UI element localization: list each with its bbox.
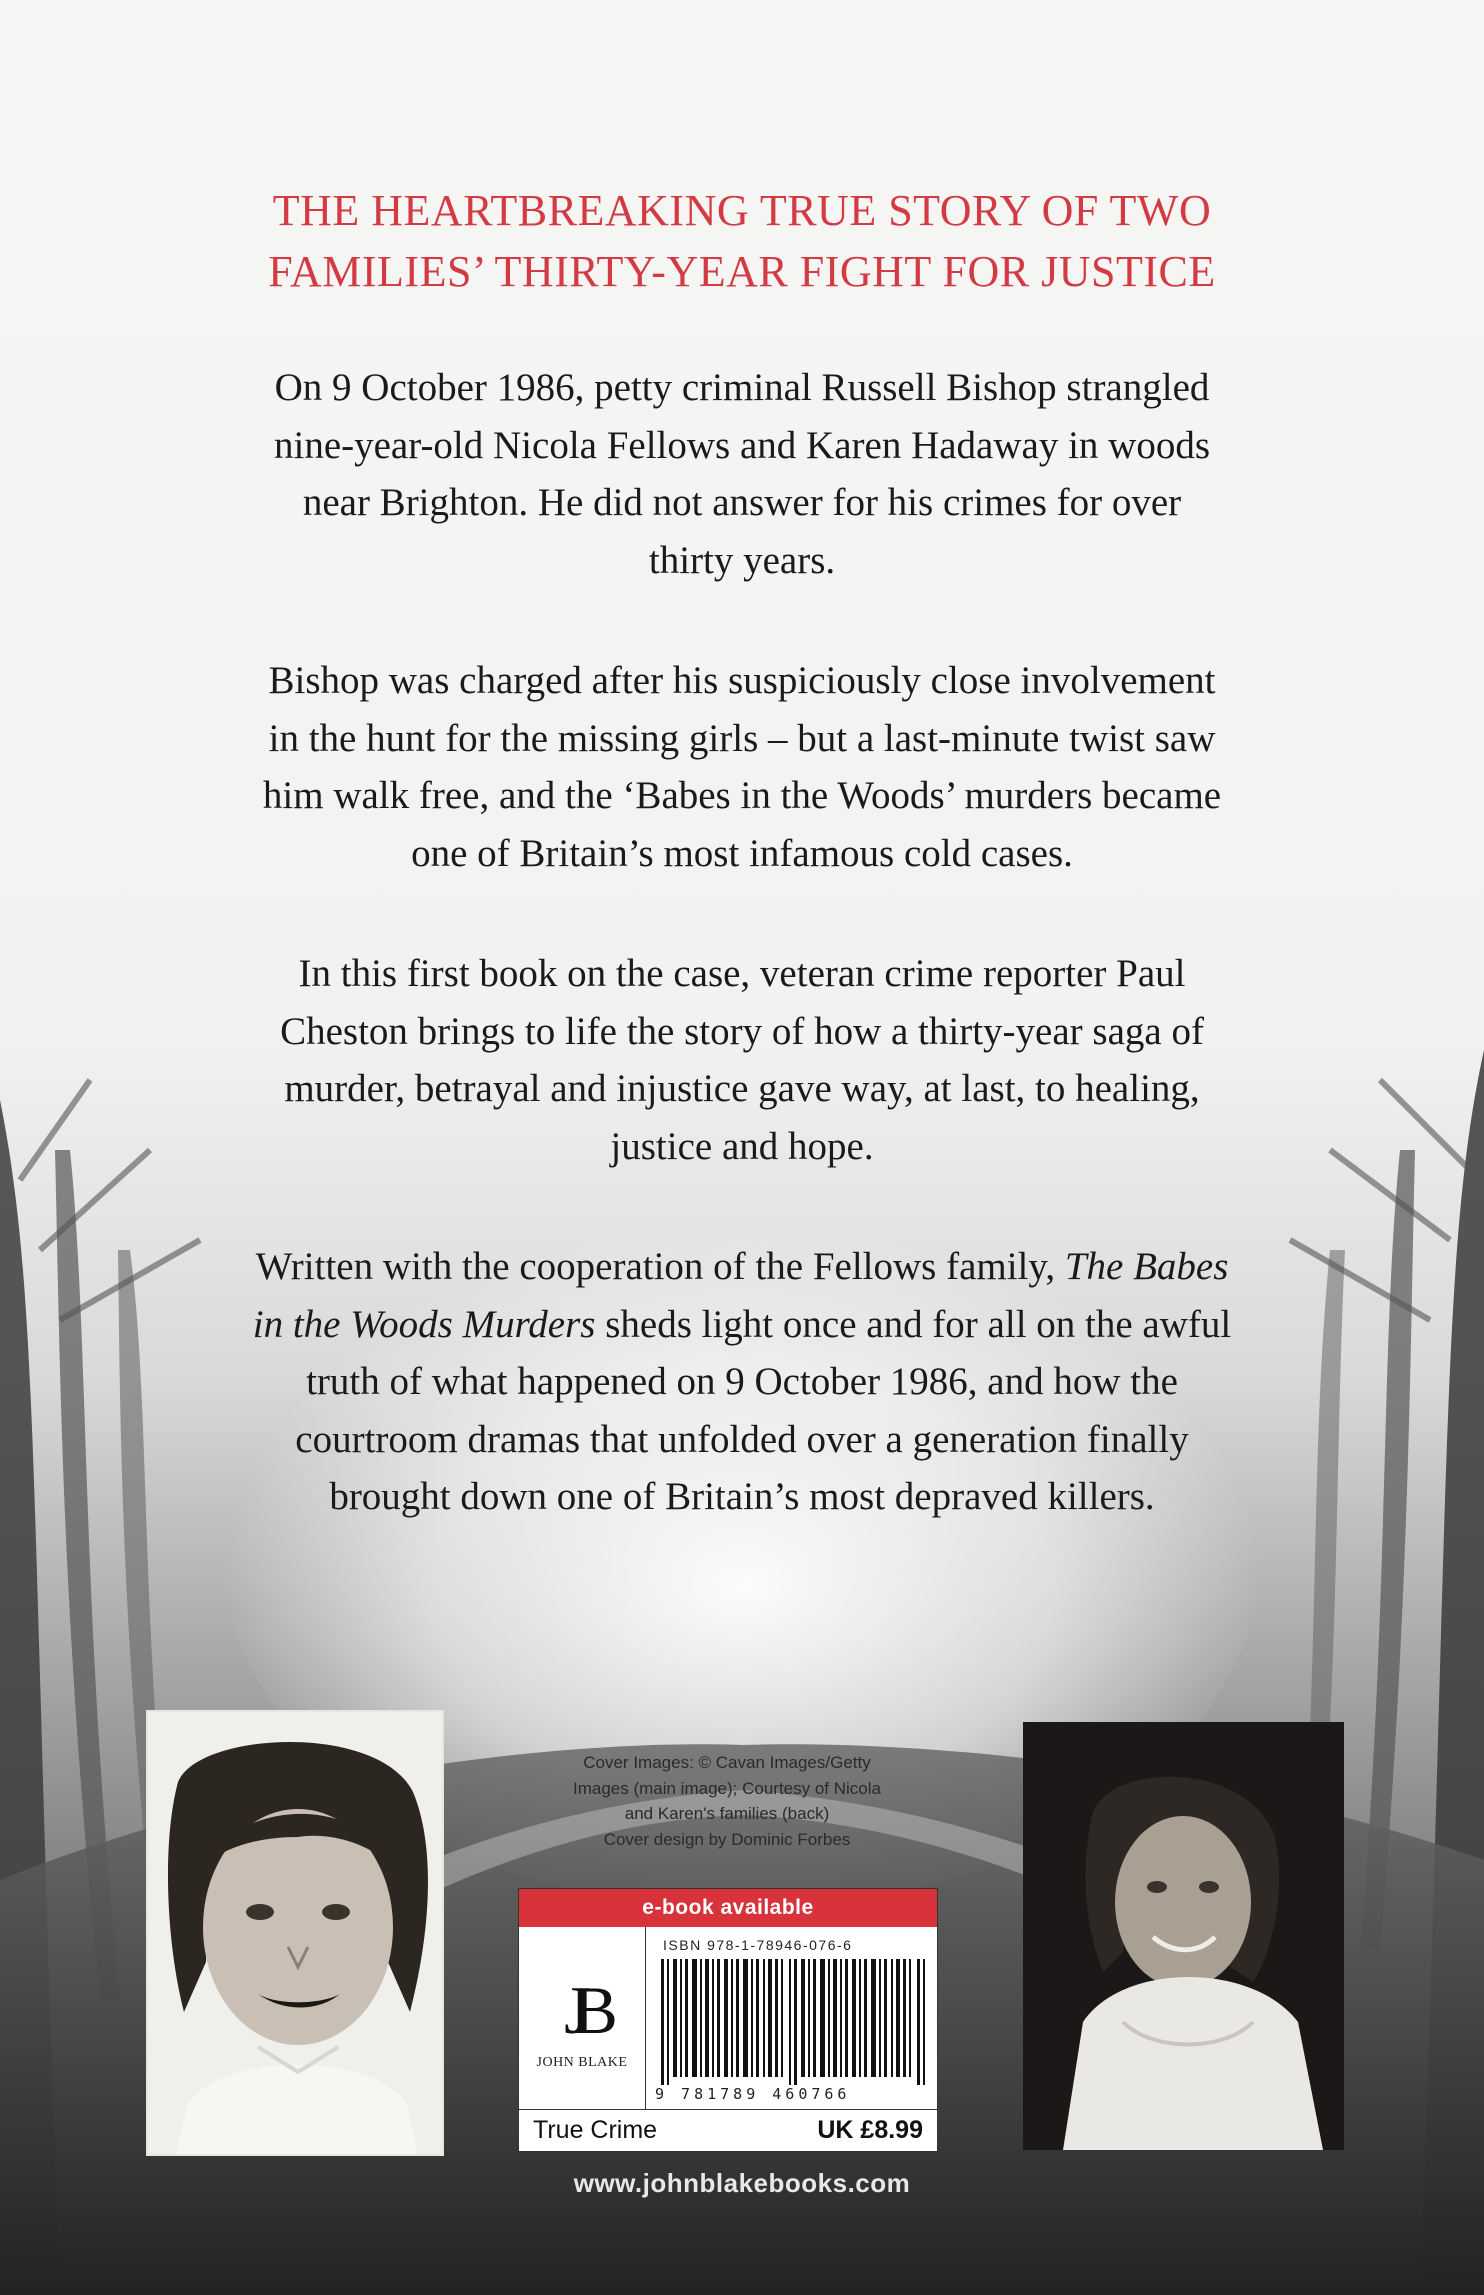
barcode-icon xyxy=(659,1959,929,2085)
blurb-line: thirty years. xyxy=(648,538,836,582)
victim-photo-right xyxy=(1023,1722,1344,2150)
credits-line: Images (main image); Courtesy of Nicola xyxy=(572,1778,881,1798)
publisher-name: JOHN BLAKE xyxy=(536,2055,628,2070)
credits-line: Cover design by Dominic Forbes xyxy=(603,1829,851,1849)
book-title-italic: The Babes xyxy=(1064,1245,1229,1288)
logo-letters: JB xyxy=(564,1972,600,2047)
blurb-line xyxy=(150,1296,1334,1354)
blurb-paragraph-2 xyxy=(150,652,1334,882)
book-title-italic: in the Woods Murders xyxy=(252,1302,596,1346)
headline-line-1: THE HEARTBREAKING TRUE STORY OF TWO xyxy=(272,186,1212,235)
blurb-paragraph-1 xyxy=(150,359,1334,589)
blurb-line: nine-year-old Nicola Fellows and Karen Hadaway in woods xyxy=(273,423,1211,467)
publisher-website[interactable]: www.johnblakebooks.com xyxy=(573,2168,911,2198)
blurb-line: near Brighton. He did not answer for his crimes for over xyxy=(302,481,1182,524)
cover-credits xyxy=(512,1750,942,1852)
blurb-line xyxy=(150,1238,1334,1296)
blurb-paragraph-4 xyxy=(150,1238,1334,1526)
blurb-paragraph-3 xyxy=(150,945,1334,1175)
blurb-line: truth of what happened on 9 October 1986, and how the xyxy=(306,1360,1178,1403)
blurb-line: Bishop was charged after his suspiciously close involvement xyxy=(268,659,1216,702)
blurb-line: Cheston brings to life the story of how a thirty-year saga of xyxy=(280,1009,1204,1053)
victim-photo-left xyxy=(146,1710,444,2156)
headline xyxy=(120,180,1364,302)
genre-label: True Crime xyxy=(533,2116,658,2144)
blurb-line: justice and hope. xyxy=(610,1124,874,1168)
publisher-logo xyxy=(519,1927,646,2109)
blurb-line: courtroom dramas that unfolded over a generation finally xyxy=(295,1417,1189,1461)
genre-price-row xyxy=(519,2109,937,2152)
isbn-number: ISBN 978-1-78946-076-6 xyxy=(663,1937,853,1953)
blurb-text: sheds light once and for all on the awful xyxy=(595,1302,1232,1346)
credits-line: and Karen's families (back) xyxy=(624,1804,830,1823)
barcode-panel xyxy=(518,1888,938,2152)
blurb-line: him walk free, and the ‘Babes in the Woods’ murders became xyxy=(262,774,1222,817)
credits-line: Cover Images: © Cavan Images/Getty xyxy=(583,1753,871,1772)
blurb-line: In this first book on the case, veteran crime reporter Paul xyxy=(298,952,1186,995)
blurb-line: one of Britain’s most infamous cold cases. xyxy=(411,831,1073,875)
blurb-line: brought down one of Britain’s most depraved killers. xyxy=(329,1475,1155,1518)
blurb-line: murder, betrayal and injustice gave way, at last, to healing, xyxy=(284,1067,1200,1110)
ebook-available-banner: e-book available xyxy=(519,1889,937,1927)
jb-logo-icon xyxy=(549,1967,615,2047)
blurb-line: On 9 October 1986, petty criminal Russell Bishop strangled xyxy=(274,366,1210,409)
headline-line-2: FAMILIES’ THIRTY-YEAR FIGHT FOR JUSTICE xyxy=(268,247,1216,296)
barcode-digits: 9 781789 460766 xyxy=(655,2085,851,2103)
blurb-line: in the hunt for the missing girls – but a last-minute twist saw xyxy=(268,716,1216,760)
blurb-text: Written with the cooperation of the Fellows family, xyxy=(255,1245,1065,1288)
price-label: UK £8.99 xyxy=(817,2116,923,2144)
